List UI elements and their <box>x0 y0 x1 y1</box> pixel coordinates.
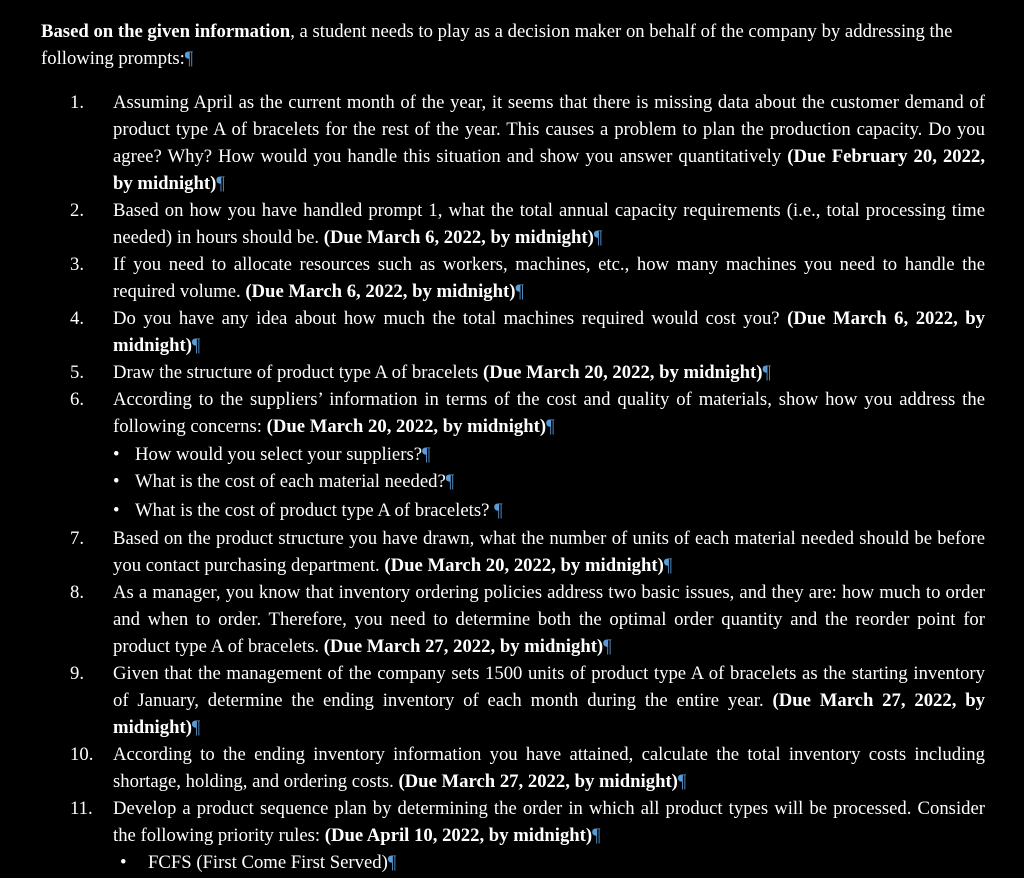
list-item-6[interactable] <box>70 386 985 440</box>
bullet-icon: • <box>113 444 120 465</box>
sub-bullet-item[interactable] <box>113 441 983 468</box>
item-text: Do you have any idea about how much the total machines required would cost you? <box>113 308 788 329</box>
item-number: 8. <box>70 582 85 603</box>
pilcrow-mark: ¶ <box>603 636 612 657</box>
item-due: (Due March 20, 2022, by midnight) <box>384 555 664 576</box>
pilcrow-mark: ¶ <box>762 362 771 383</box>
bullet-text: What is the cost of each material needed? <box>135 471 446 492</box>
item-text: Based on the product structure you have drawn, what the number of units of each material needed should be before you contact purchasing department. <box>113 528 985 576</box>
item-text: Assuming April as the current month of the year, it seems that there is missing data about the customer demand of product type A of bracelets for the rest of the year. This causes a problem to plan the production capacity. Do you agree? Why? How would you handle this situation and show you answer quantitatively <box>113 92 985 167</box>
item-text: As a manager, you know that inventory ordering policies address two basic issues, and they are: how much to order and when to order. Therefore, you need to determine both the optimal order quantity and the reorder point for product type A of bracelets. <box>113 582 985 657</box>
list-item-11[interactable] <box>70 795 985 849</box>
item-number: 6. <box>70 389 85 410</box>
intro-bold: Based on the given information <box>41 21 291 42</box>
pilcrow-mark: ¶ <box>191 717 201 738</box>
item-due: (Due March 27, 2022, by midnight) <box>323 636 604 657</box>
bullet-icon: • <box>120 852 127 873</box>
pilcrow-mark: ¶ <box>184 48 194 69</box>
item-due: (Due April 10, 2022, by midnight) <box>324 825 593 846</box>
item-number: 7. <box>70 528 85 549</box>
pilcrow-mark: ¶ <box>592 825 601 846</box>
bullet-icon: • <box>113 500 120 521</box>
item-due: (Due March 6, 2022, by midnight) <box>113 308 985 356</box>
pilcrow-mark: ¶ <box>387 852 397 873</box>
list-item-8[interactable] <box>70 579 985 660</box>
bullet-text: FCFS (First Come First Served) <box>148 852 388 873</box>
bullet-icon: • <box>113 471 120 492</box>
pilcrow-mark: ¶ <box>515 281 524 302</box>
item-number: 11. <box>70 798 93 819</box>
item-due: (Due February 20, 2022, by midnight) <box>113 146 986 194</box>
item-text: According to the ending inventory information you have attained, calculate the total inventory costs including shortage, holding, and ordering costs. <box>113 744 985 792</box>
item-text: According to the suppliers’ information in terms of the cost and quality of materials, show how you address the following concerns: <box>113 389 985 437</box>
item-number: 10. <box>70 744 94 765</box>
pilcrow-mark: ¶ <box>546 416 555 437</box>
pilcrow-mark: ¶ <box>663 555 673 576</box>
item-due: (Due March 20, 2022, by midnight) <box>483 362 763 383</box>
item-text: Given that the management of the company sets 1500 units of product type A of bracelets as the starting inventory of January, determine the ending inventory of each month during the entire year. <box>113 663 985 711</box>
item-number: 2. <box>70 200 85 221</box>
item-due: (Due March 20, 2022, by midnight) <box>266 416 547 437</box>
item-number: 5. <box>70 362 85 383</box>
item-due: (Due March 27, 2022, by midnight) <box>398 771 678 792</box>
intro-paragraph[interactable] <box>41 18 987 72</box>
item-text: Develop a product sequence plan by determining the order in which all product types will be processed. Consider the following priority rules: <box>113 798 985 846</box>
item-text: Based on how you have handled prompt 1, what the total annual capacity requirements (i.e., total processing time needed) in hours should be. <box>113 200 985 248</box>
pilcrow-mark: ¶ <box>422 444 431 465</box>
sub-bullet-item[interactable] <box>120 849 990 876</box>
list-item-5[interactable] <box>70 359 985 386</box>
pilcrow-mark: ¶ <box>216 173 225 194</box>
bullet-text: What is the cost of product type A of bracelets? <box>135 500 495 521</box>
intro-text: , a student needs to play as a decision maker on behalf of the company by addressing the following prompts: <box>41 21 953 69</box>
list-item-7[interactable] <box>70 525 985 579</box>
item-due: (Due March 6, 2022, by midnight) <box>323 227 594 248</box>
pilcrow-mark: ¶ <box>593 227 603 248</box>
item-number: 4. <box>70 308 85 329</box>
item-text: Draw the structure of product type A of bracelets <box>113 362 483 383</box>
list-item-3[interactable] <box>70 251 985 305</box>
item-due: (Due March 6, 2022, by midnight) <box>245 281 516 302</box>
item-text: If you need to allocate resources such as workers, machines, etc., how many machines you need to handle the required volume. <box>113 254 985 302</box>
bullet-text: How would you select your suppliers? <box>135 444 423 465</box>
pilcrow-mark: ¶ <box>191 335 201 356</box>
list-item-2[interactable] <box>70 197 985 251</box>
list-item-1[interactable] <box>70 89 985 197</box>
list-item-10[interactable] <box>70 741 985 795</box>
item-number: 9. <box>70 663 85 684</box>
pilcrow-mark: ¶ <box>445 471 455 492</box>
pilcrow-mark: ¶ <box>494 500 503 521</box>
list-item-9[interactable] <box>70 660 985 741</box>
sub-bullet-item[interactable] <box>113 468 983 495</box>
list-item-4[interactable] <box>70 305 985 359</box>
item-number: 1. <box>70 92 85 113</box>
sub-bullet-item[interactable] <box>113 497 983 524</box>
item-due: (Due March 27, 2022, by midnight) <box>113 690 985 738</box>
pilcrow-mark: ¶ <box>677 771 687 792</box>
item-number: 3. <box>70 254 85 275</box>
